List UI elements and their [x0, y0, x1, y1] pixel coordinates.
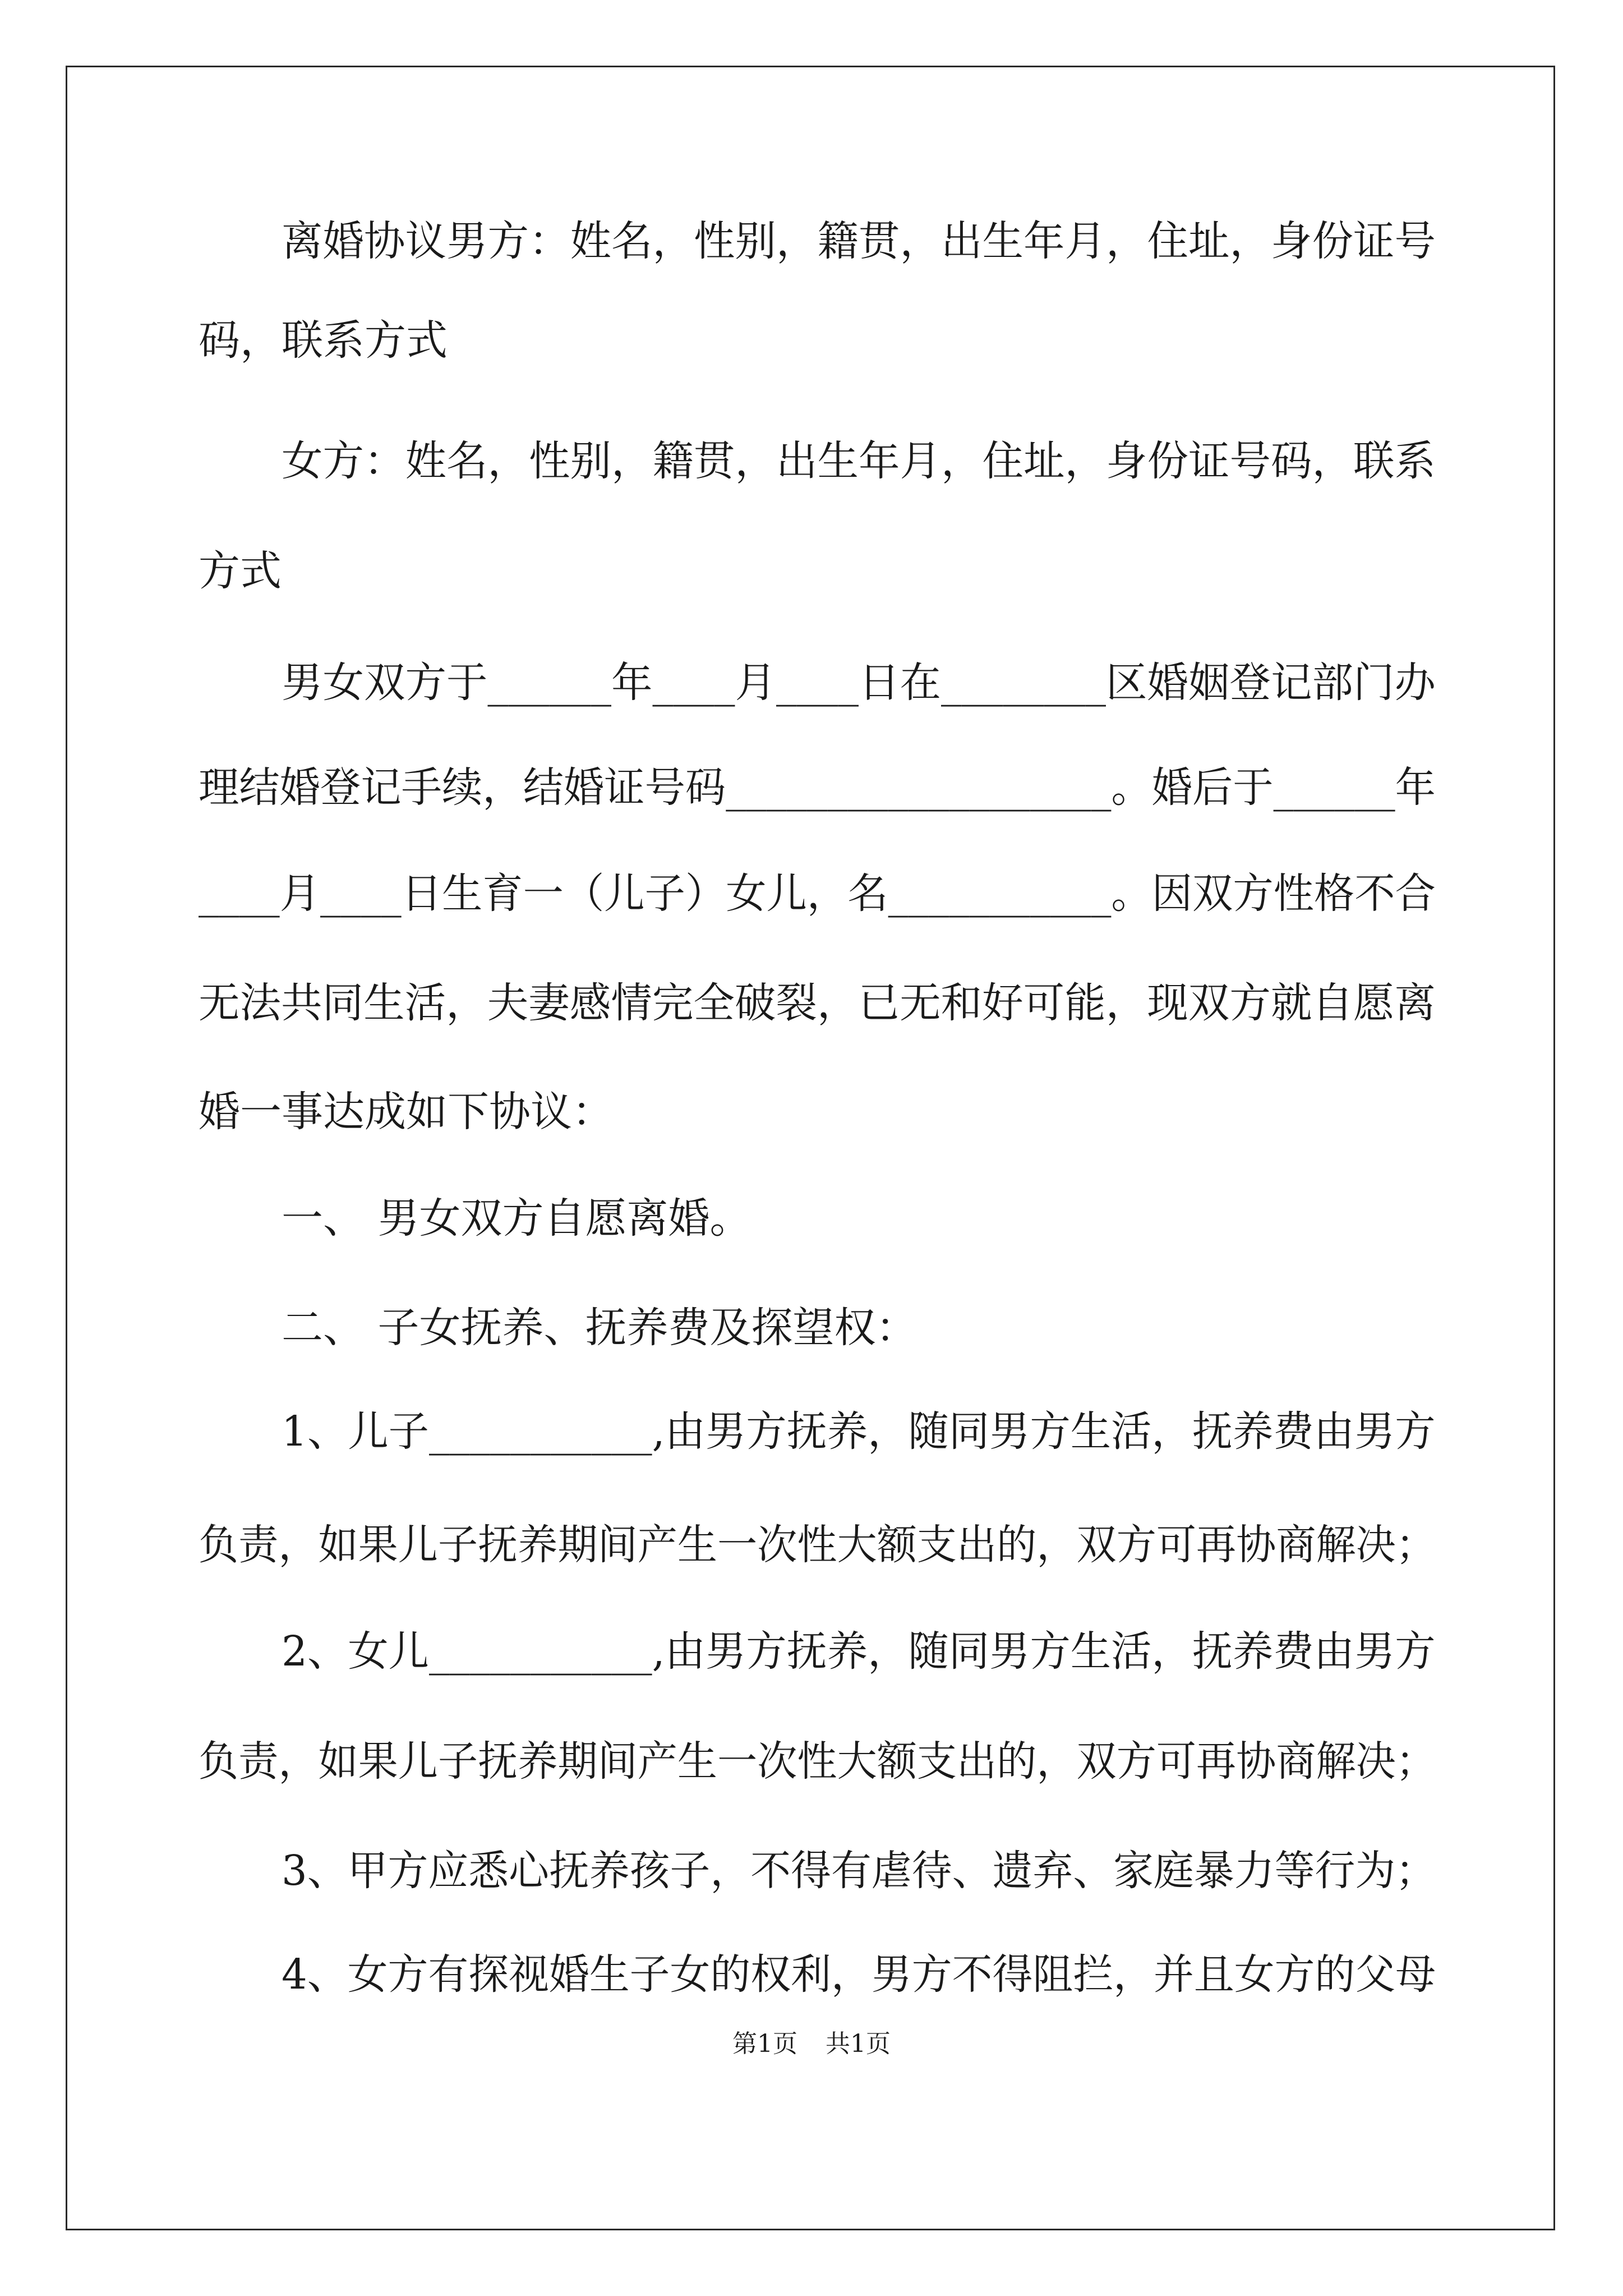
line-17: 4、女方有探视婚生子女的权利，男方不得阻拦，并且女方的父母 [282, 1950, 1436, 1999]
line-16: 3、甲方应悉心抚养孩子，不得有虐待、遗弃、家庭暴力等行为； [282, 1847, 1436, 1895]
line-13: 负责，如果儿子抚养期间产生一次性大额支出的，双方可再协商解决； [199, 1521, 1436, 1569]
page-border [66, 66, 1555, 2230]
line-10: 一、 男女双方自愿离婚。 [282, 1194, 751, 1243]
line-14: 2、女儿___________,由男方抚养，随同男方生活，抚养费由男方 [282, 1627, 1436, 1676]
line-8: 无法共同生活，夫妻感情完全破裂，已无和好可能，现双方就自愿离 [199, 979, 1436, 1027]
line-3: 女方：姓名，性别，籍贯，出生年月，住址，身份证号码，联系 [282, 437, 1436, 485]
page-total: 共1页 [826, 2030, 891, 2058]
page-number: 第1页 [732, 2030, 797, 2058]
line-12: 1、儿子___________,由男方抚养，随同男方生活，抚养费由男方 [282, 1407, 1436, 1456]
page-footer [0, 2032, 1623, 2056]
line-9: 婚一事达成如下协议： [199, 1088, 614, 1136]
line-1: 离婚协议男方：姓名，性别，籍贯，出生年月，住址，身份证号 [282, 217, 1436, 265]
line-11: 二、 子女抚养、抚养费及探望权： [282, 1304, 917, 1352]
line-15: 负责，如果儿子抚养期间产生一次性大额支出的，双方可再协商解决； [199, 1737, 1436, 1786]
line-6: 理结婚登记手续，结婚证号码___________________。婚后于______年 [199, 763, 1436, 812]
line-5: 男女双方于______年____月____日在________区婚姻登记部门办 [282, 659, 1436, 707]
line-4: 方式 [199, 547, 282, 595]
line-7: ____月____日生育一（儿子）女儿，名___________。因双方性格不合 [199, 869, 1436, 918]
line-2: 码，联系方式 [199, 316, 448, 365]
